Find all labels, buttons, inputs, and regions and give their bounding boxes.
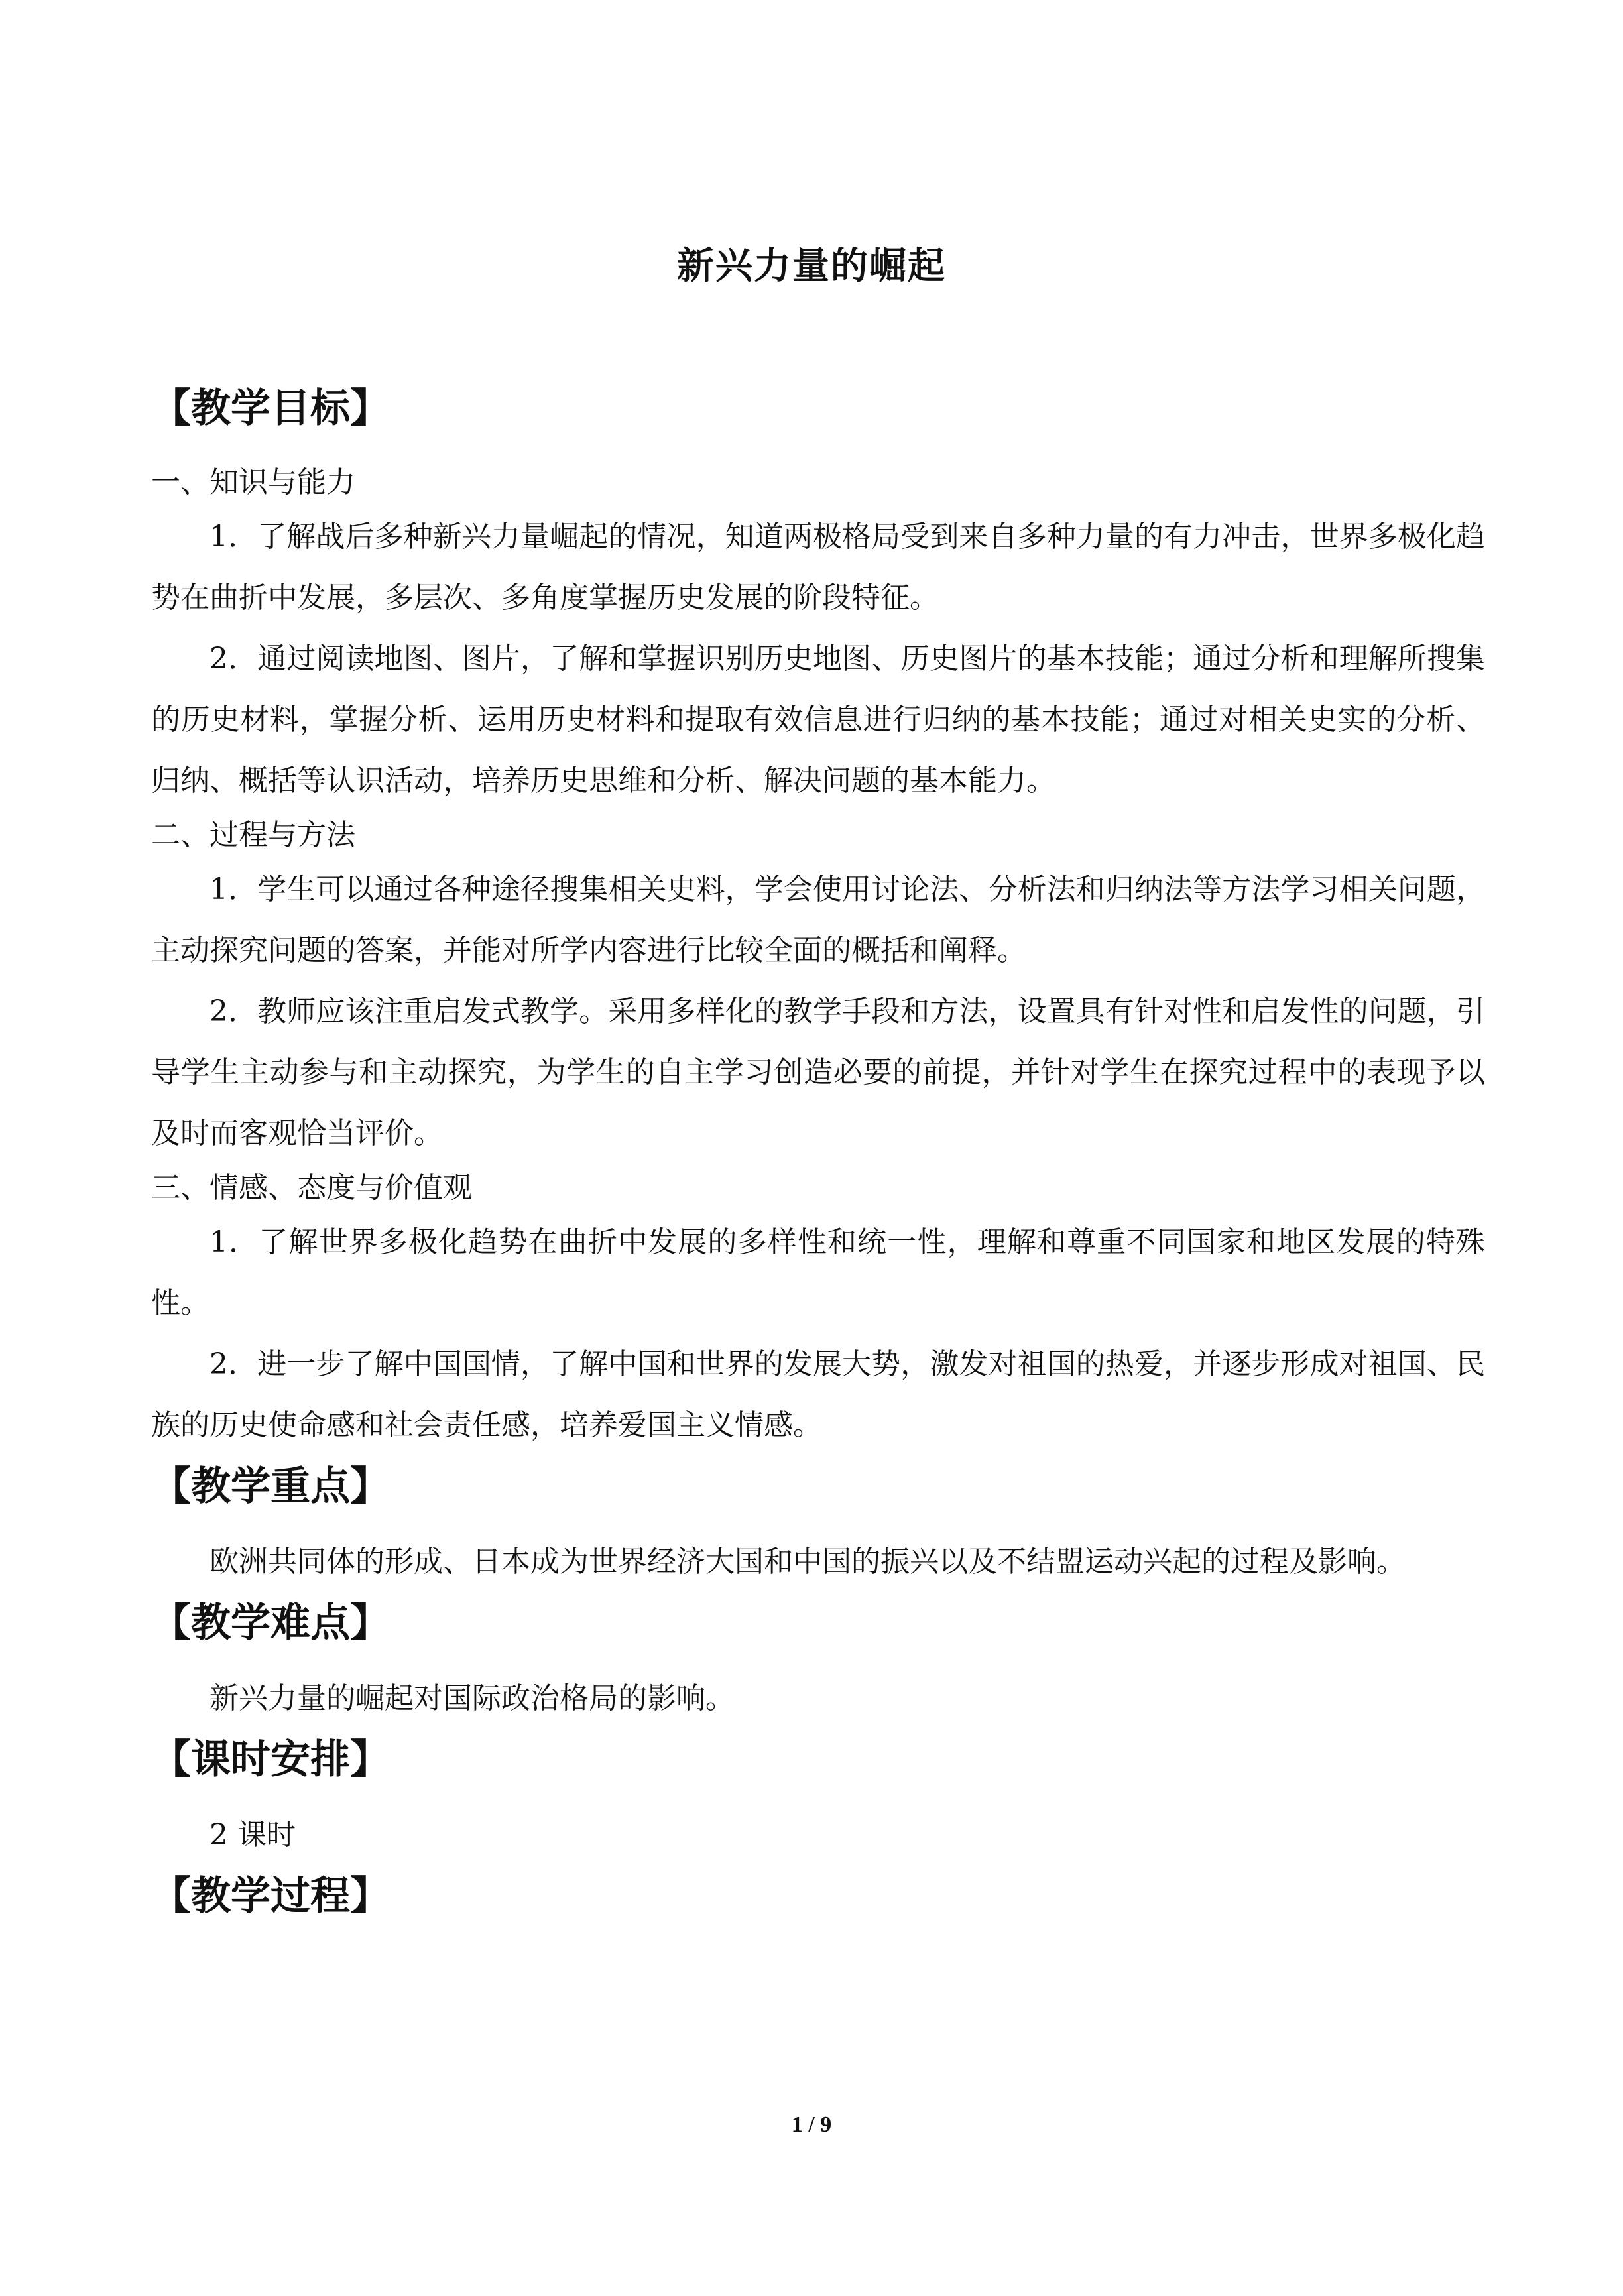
section-objectives [151, 378, 1485, 1456]
subsection-process [151, 812, 1485, 1164]
paragraph: 欧洲共同体的形成、日本成为世界经济大国和中国的振兴以及不结盟运动兴起的过程及影响。 [210, 1545, 1406, 1579]
paragraph: 2．教师应该注重启发式教学。采用多样化的教学手段和方法，设置具有针对性和启发性的问题，引导学生主动参与和主动探究，为学生的自主学习创造必要的前提，并针对学生在探究过程中的表现予以及时而客观恰当评价。 [151, 995, 1485, 1150]
paragraph: 1．学生可以通过各种途径搜集相关史料，学会使用讨论法、分析法和归纳法等方法学习相关问题，主动探究问题的答案，并能对所学内容进行比较全面的概括和阐释。 [151, 873, 1485, 967]
section-process [151, 1866, 1485, 1927]
heading-difficulties: 【教学难点】 [151, 1600, 390, 1646]
subheading-process: 二、过程与方法 [151, 818, 355, 852]
paragraph: 2 课时 [210, 1818, 296, 1852]
subsection-values [151, 1164, 1485, 1456]
section-schedule [151, 1729, 1485, 1866]
heading-schedule: 【课时安排】 [151, 1736, 390, 1783]
subheading-knowledge: 一、知识与能力 [151, 465, 355, 499]
section-difficulties [151, 1593, 1485, 1729]
document-body [151, 378, 1485, 1927]
paragraph: 2．通过阅读地图、图片，了解和掌握识别历史地图、历史图片的基本技能；通过分析和理解所搜集的历史材料，掌握分析、运用历史材料和提取有效信息进行归纳的基本技能；通过对相关史实的分析、归纳、概括等认识活动，培养历史思维和分析、解决问题的基本能力。 [151, 642, 1485, 798]
section-key-points [151, 1456, 1485, 1593]
document-title: 新兴力量的崛起 [677, 243, 946, 288]
subsection-knowledge [151, 459, 1485, 812]
page-number: 1 / 9 [791, 2112, 832, 2137]
paragraph: 新兴力量的崛起对国际政治格局的影响。 [210, 1681, 735, 1715]
paragraph: 1．了解战后多种新兴力量崛起的情况，知道两极格局受到来自多种力量的有力冲击，世界多极化趋势在曲折中发展，多层次、多角度掌握历史发展的阶段特征。 [151, 520, 1485, 615]
heading-objectives: 【教学目标】 [151, 385, 390, 432]
paragraph: 1．了解世界多极化趋势在曲折中发展的多样性和统一性，理解和尊重不同国家和地区发展的特殊性。 [151, 1225, 1485, 1320]
heading-teaching-process: 【教学过程】 [151, 1873, 390, 1919]
paragraph: 2．进一步了解中国国情，了解中国和世界的发展大势，激发对祖国的热爱，并逐步形成对祖国、民族的历史使命感和社会责任感，培养爱国主义情感。 [151, 1347, 1485, 1442]
heading-key-points: 【教学重点】 [151, 1463, 390, 1510]
subheading-values: 三、情感、态度与价值观 [151, 1171, 472, 1205]
